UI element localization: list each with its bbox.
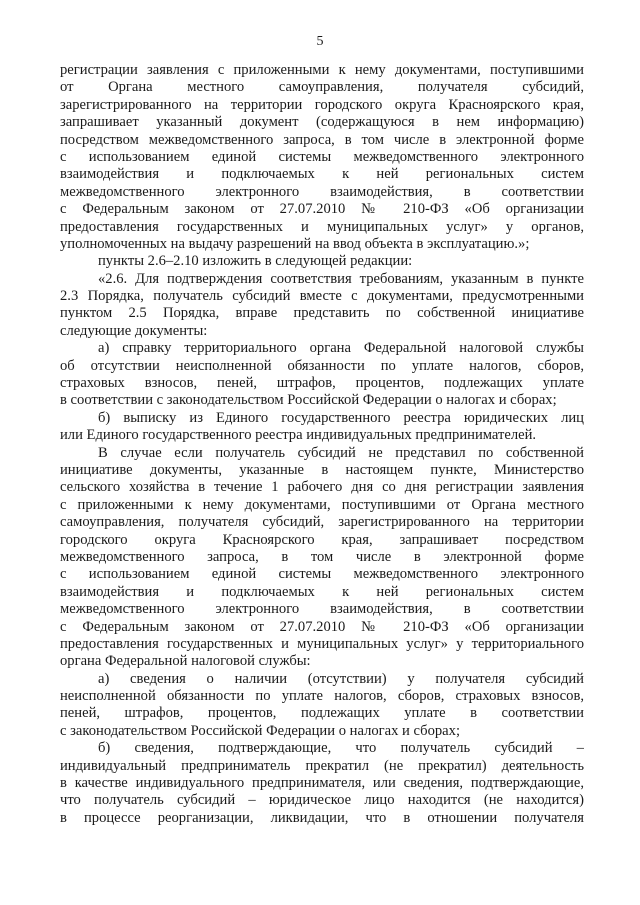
text-line: самоуправления, получателя субсидий, зарегистрированного на территории: [60, 514, 584, 531]
document-body: [60, 62, 584, 827]
text-line: с использованием единой системы межведомственного электронного: [60, 148, 584, 165]
text-line: или Единого государственного реестра индивидуальных предпринимателей.: [60, 427, 537, 444]
text-line: что получатель субсидий – юридическое лицо находится (не находится): [60, 792, 584, 809]
page-number: 5: [316, 34, 324, 49]
text-line: городского округа Красноярского края, запрашивает посредством: [60, 531, 584, 548]
text-line: а) сведения о наличии (отсутствии) у получателя субсидий: [98, 670, 584, 687]
text-line: от Органа местного самоуправления, получателя субсидий,: [60, 79, 584, 96]
text-line: межведомственного электронного взаимодействия, в соответствии: [60, 183, 584, 200]
text-line: следующие документы:: [60, 322, 208, 339]
text-line: В случае если получатель субсидий не представил по собственной: [98, 444, 584, 461]
text-line: об отсутствии неисполненной обязанности по уплате налогов, сборов,: [60, 357, 584, 374]
text-line: с приложенными к нему документами, поступившими от Органа местного: [60, 496, 584, 513]
text-line: б) сведения, подтверждающие, что получатель субсидий –: [98, 740, 584, 757]
text-line: посредством межведомственного запроса, в том числе в электронной форме: [60, 131, 584, 148]
text-line: запрашивает указанный документ (содержащуюся в нем информацию): [60, 114, 584, 131]
text-line: инициативе документы, указанные в настоящем пункте, Министерство: [60, 461, 584, 478]
text-line: уполномоченных на выдачу разрешений на ввод объекта в эксплуатацию.»;: [60, 235, 530, 252]
text-line: органа Федеральной налоговой службы:: [60, 653, 311, 670]
text-line: межведомственного запроса, в том числе в электронной форме: [60, 548, 584, 565]
text-line: пунктом 2.5 Порядка, вправе представить по собственной инициативе: [60, 305, 584, 322]
text-line: регистрации заявления с приложенными к нему документами, поступившими: [60, 62, 584, 78]
text-line: взаимодействия и подключаемых к ней региональных систем: [60, 166, 584, 183]
text-line: «2.6. Для подтверждения соответствия требованиям, указанным в пункте: [98, 270, 584, 287]
text-line: сельского хозяйства в течение 1 рабочего дня со дня регистрации заявления: [60, 479, 584, 496]
text-line: пункты 2.6–2.10 изложить в следующей редакции:: [98, 253, 413, 270]
text-line: с использованием единой системы межведомственного электронного: [60, 566, 584, 583]
text-line: в соответствии с законодательством Российской Федерации о налогах и сборах;: [60, 392, 557, 409]
text-line: в процессе реорганизации, ликвидации, что в отношении получателя: [60, 809, 584, 826]
text-line: зарегистрированного на территории городского округа Красноярского края,: [60, 96, 584, 113]
text-line: индивидуальный предприниматель прекратил (не прекратил) деятельность: [60, 757, 584, 774]
text-line: межведомственного электронного взаимодействия, в соответствии: [60, 601, 584, 618]
text-line: предоставления государственных и муниципальных услуг» у органов,: [60, 218, 584, 235]
text-line: с Федеральным законом от 27.07.2010 № 210-ФЗ «Об организации: [60, 618, 584, 635]
text-line: предоставления государственных и муниципальных услуг» у территориального: [60, 635, 584, 652]
text-line: 2.3 Порядка, получатель субсидий вместе с документами, предусмотренными: [60, 288, 584, 305]
text-line: пеней, штрафов, процентов, подлежащих уплате в соответствии: [60, 705, 584, 722]
text-line: неисполненной обязанности по уплате налогов, сборов, страховых взносов,: [60, 688, 584, 705]
text-line: в качестве индивидуального предпринимателя, или сведения, подтверждающие,: [60, 775, 584, 792]
text-line: взаимодействия и подключаемых к ней региональных систем: [60, 583, 584, 600]
text-line: страховых взносов, пеней, штрафов, процентов, подлежащих уплате: [60, 375, 584, 392]
text-line: с Федеральным законом от 27.07.2010 № 210-ФЗ «Об организации: [60, 201, 584, 218]
text-line: а) справку территориального органа Федеральной налоговой службы: [98, 340, 584, 357]
text-line: б) выписку из Единого государственного реестра юридических лиц: [98, 409, 584, 426]
text-line: с законодательством Российской Федерации о налогах и сборах;: [60, 722, 461, 739]
